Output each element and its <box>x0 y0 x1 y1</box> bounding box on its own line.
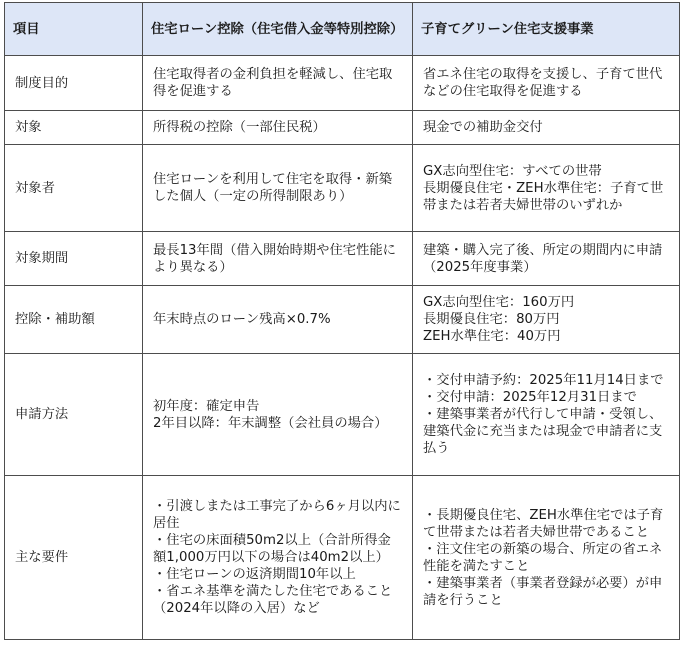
header-row <box>5 3 680 56</box>
row-label: 対象 <box>5 111 143 145</box>
header-loan-deduction: 住宅ローン控除（住宅借入金等特別控除） <box>143 3 413 56</box>
table-row <box>5 286 680 354</box>
table-row <box>5 111 680 145</box>
row-label: 主な要件 <box>5 476 143 640</box>
green-cell: ・交付申請予約：2025年11月14日まで ・交付申請：2025年12月31日まで ・建築事業者が代行して申請・受領し、建築代金に充当または現金で申請者に支払う <box>413 354 680 476</box>
row-label: 控除・補助額 <box>5 286 143 354</box>
row-label: 対象者 <box>5 145 143 232</box>
green-cell: 省エネ住宅の取得を支援し、子育て世代などの住宅取得を促進する <box>413 56 680 111</box>
green-cell: 現金での補助金交付 <box>413 111 680 145</box>
loan-cell: 住宅取得者の金利負担を軽減し、住宅取得を促進する <box>143 56 413 111</box>
table-row <box>5 145 680 232</box>
row-label: 申請方法 <box>5 354 143 476</box>
table-row <box>5 56 680 111</box>
row-label: 制度目的 <box>5 56 143 111</box>
green-cell: GX志向型住宅：すべての世帯 長期優良住宅・ZEH水準住宅：子育て世帯または若者夫婦世帯のいずれか <box>413 145 680 232</box>
green-cell: GX志向型住宅：160万円 長期優良住宅：80万円 ZEH水準住宅：40万円 <box>413 286 680 354</box>
row-label: 対象期間 <box>5 232 143 286</box>
loan-cell: 住宅ローンを利用して住宅を取得・新築した個人（一定の所得制限あり） <box>143 145 413 232</box>
loan-cell: 最長13年間（借入開始時期や住宅性能により異なる） <box>143 232 413 286</box>
loan-cell: 年末時点のローン残高×0.7% <box>143 286 413 354</box>
green-cell: 建築・購入完了後、所定の期間内に申請（2025年度事業） <box>413 232 680 286</box>
comparison-table <box>4 2 680 640</box>
table-row <box>5 354 680 476</box>
loan-cell: 所得税の控除（一部住民税） <box>143 111 413 145</box>
loan-cell: ・引渡しまたは工事完了から6ヶ月以内に居住 ・住宅の床面積50m2以上（合計所得金額1,000万円以下の場合は40m2以上） ・住宅ローンの返済期間10年以上 ・省エネ基準を満たした住宅であること（2024年以降の入居）など <box>143 476 413 640</box>
header-item: 項目 <box>5 3 143 56</box>
green-cell: ・長期優良住宅、ZEH水準住宅では子育て世帯または若者夫婦世帯であること ・注文住宅の新築の場合、所定の省エネ性能を満たすこと ・建築事業者（事業者登録が必要）が申請を行うこと <box>413 476 680 640</box>
table-row <box>5 232 680 286</box>
loan-cell: 初年度：確定申告 2年目以降：年末調整（会社員の場合） <box>143 354 413 476</box>
header-green-housing: 子育てグリーン住宅支援事業 <box>413 3 680 56</box>
table-row <box>5 476 680 640</box>
